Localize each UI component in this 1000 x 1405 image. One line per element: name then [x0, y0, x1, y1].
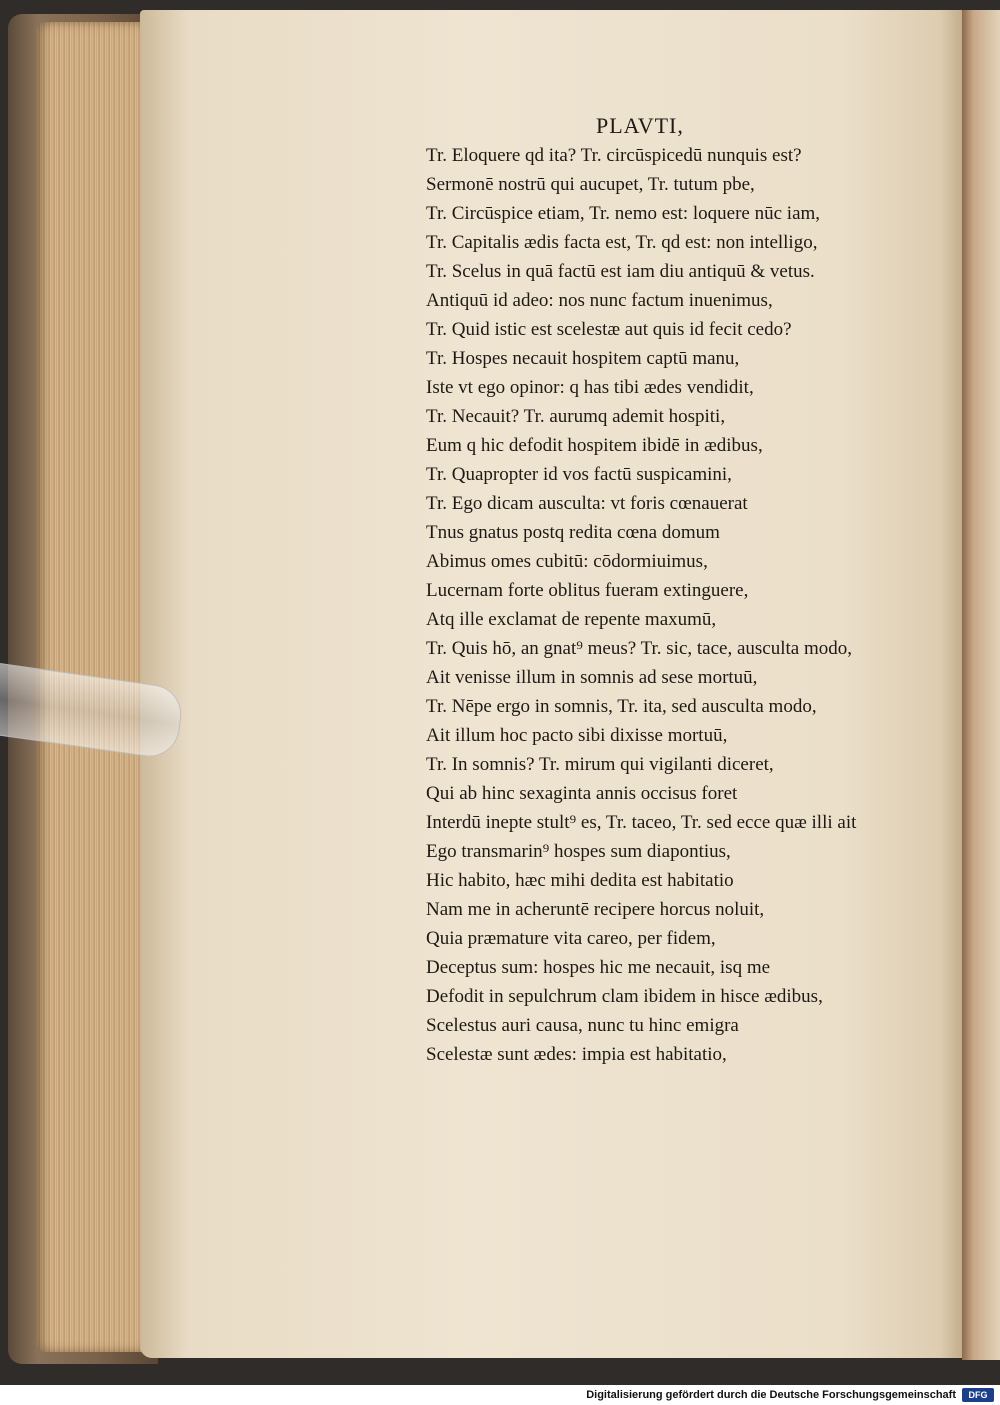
text-line: Scelestæ sunt ædes: impia est habitatio,	[426, 1044, 727, 1065]
text-block	[426, 141, 896, 1069]
funding-credit: Digitalisierung gefördert durch die Deutsche Forschungsgemeinschaft	[586, 1389, 956, 1401]
text-line: Tr. Quapropter id vos factū suspicamini,	[426, 464, 732, 485]
text-line: Antiquū id adeo: nos nunc factum inuenimus,	[426, 290, 773, 311]
text-line: Atq ille exclamat de repente maxumū,	[426, 609, 717, 630]
dfg-logo: DFG	[962, 1388, 994, 1402]
text-line: Iste vt ego opinor: q has tibi ædes vendidit,	[426, 377, 754, 398]
text-line: Defodit in sepulchrum clam ibidem in hisce ædibus,	[426, 986, 823, 1007]
text-line: Hic habito, hæc mihi dedita est habitatio	[426, 870, 734, 891]
text-line: Interdū inepte stult⁹ es, Tr. taceo, Tr. sed ecce quæ illi ait	[426, 812, 857, 833]
text-line: Lucernam forte oblitus fueram extinguere,	[426, 580, 749, 601]
text-line: Tr. Hospes necauit hospitem captū manu,	[426, 348, 740, 369]
text-line: Tr. Nēpe ergo in somnis, Tr. ita, sed ausculta modo,	[426, 696, 817, 717]
footer-bar	[0, 1385, 1000, 1405]
text-line: Ego transmarin⁹ hospes sum diapontius,	[426, 841, 731, 862]
facing-page-edge	[962, 10, 1000, 1360]
text-line: Nam me in acheruntē recipere horcus noluit,	[426, 899, 765, 920]
text-line: Tnus gnatus postq redita cœna domum	[426, 522, 720, 543]
text-line: Ait illum hoc pacto sibi dixisse mortuū,	[426, 725, 728, 746]
text-line: Tr. Quis hō, an gnat⁹ meus? Tr. sic, tace, ausculta modo,	[426, 638, 853, 659]
text-line: Tr. In somnis? Tr. mirum qui vigilanti diceret,	[426, 754, 774, 775]
text-line: Tr. Ego dicam ausculta: vt foris cœnauerat	[426, 493, 748, 514]
text-line: Tr. Capitalis ædis facta est, Tr. qd est: non intelligo,	[426, 232, 818, 253]
text-line: Tr. Necauit? Tr. aurumq ademit hospiti,	[426, 406, 726, 427]
text-line: Qui ab hinc sexaginta annis occisus foret	[426, 783, 738, 804]
text-line: Tr. Scelus in quā factū est iam diu antiquū & vetus.	[426, 261, 815, 282]
text-line: Tr. Eloquere qd ita? Tr. circūspicedū nunquis est?	[426, 145, 802, 166]
text-line: Eum q hic defodit hospitem ibidē in ædibus,	[426, 435, 763, 456]
text-line: Scelestus auri causa, nunc tu hinc emigra	[426, 1015, 739, 1036]
text-line: Deceptus sum: hospes hic me necauit, isq me	[426, 957, 771, 978]
text-line: Quia præmature vita careo, per fidem,	[426, 928, 716, 949]
text-line: Sermonē nostrū qui aucupet, Tr. tutum pbe,	[426, 174, 755, 195]
text-line: Tr. Quid istic est scelestæ aut quis id fecit cedo?	[426, 319, 792, 340]
text-line: Ait venisse illum in somnis ad sese mortuū,	[426, 667, 758, 688]
text-line: Tr. Circūspice etiam, Tr. nemo est: loquere nūc iam,	[426, 203, 821, 224]
text-line: Abimus omes cubitū: cōdormiuimus,	[426, 551, 708, 572]
running-head: PLAVTI,	[596, 113, 684, 138]
